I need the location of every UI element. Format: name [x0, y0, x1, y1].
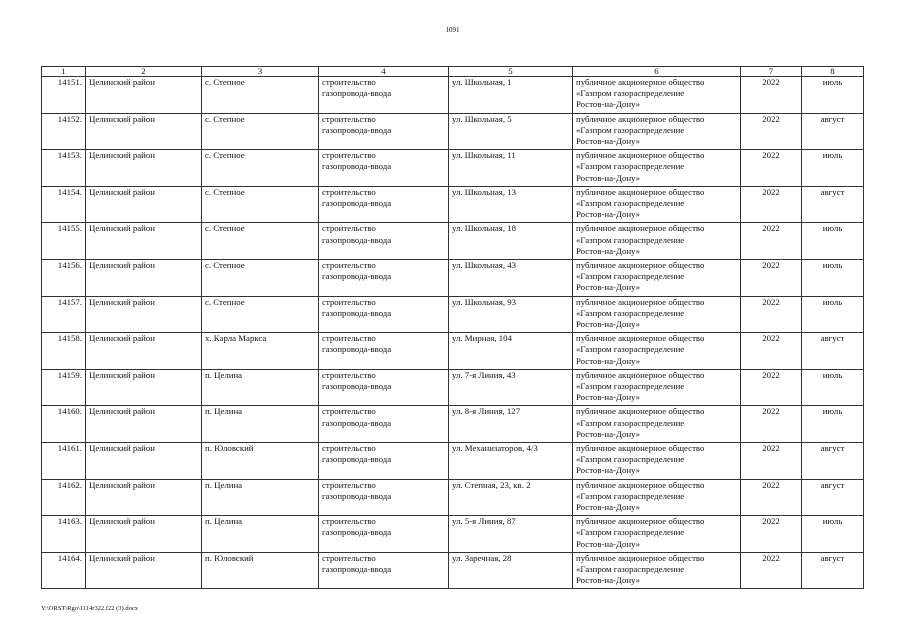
cell-line: газопровода-ввода [322, 197, 392, 208]
cell-line: строительство [322, 113, 376, 124]
address-cell: ул. Мирная, 104 [449, 333, 573, 370]
cell-line: газопровода-ввода [322, 307, 392, 318]
table-body [42, 77, 864, 589]
address-cell: ул. Школьная, 13 [449, 186, 573, 223]
district-cell: Целинский район [86, 150, 202, 187]
cell-line: строительство [322, 296, 376, 307]
row-number: 14164. [42, 552, 86, 589]
work-type-cell [319, 479, 449, 516]
cell-line: публичное акционерное общество [576, 442, 705, 453]
table-row [42, 77, 864, 114]
cell-line: строительство [322, 333, 376, 344]
footer-file-path: Y:\ORST\Rgo\1114r322.f22 (3).docx [41, 605, 138, 612]
district-cell: Целинский район [86, 77, 202, 114]
locality-cell: п. Целина [202, 369, 319, 406]
month-cell: август [802, 186, 864, 223]
month-cell: август [802, 442, 864, 479]
organization-cell [573, 369, 741, 406]
cell-line: «Газпром газораспределение [576, 88, 685, 99]
cell-line: публичное акционерное общество [576, 186, 705, 197]
cell-line: Ростов-на-Дону» [576, 355, 641, 366]
locality-cell: с. Степное [202, 150, 319, 187]
organization-cell [573, 113, 741, 150]
cell-line: Ростов-на-Дону» [576, 538, 641, 549]
table-header [42, 67, 864, 77]
cell-line: газопровода-ввода [322, 344, 392, 355]
locality-cell: п. Целина [202, 516, 319, 553]
table-row [42, 296, 864, 333]
cell-line: «Газпром газораспределение [576, 124, 685, 135]
month-cell: август [802, 552, 864, 589]
address-cell: ул. Школьная, 11 [449, 150, 573, 187]
locality-cell: п. Целина [202, 406, 319, 443]
month-cell: июль [802, 77, 864, 114]
work-type-cell [319, 113, 449, 150]
cell-line: «Газпром газораспределение [576, 271, 685, 282]
year-cell: 2022 [741, 442, 802, 479]
row-number: 14158. [42, 333, 86, 370]
year-cell: 2022 [741, 77, 802, 114]
document-table [41, 66, 864, 589]
cell-line: строительство [322, 150, 376, 161]
organization-cell [573, 479, 741, 516]
organization-cell [573, 223, 741, 260]
organization-cell [573, 150, 741, 187]
table-row [42, 442, 864, 479]
row-number: 14163. [42, 516, 86, 553]
locality-cell: п. Целина [202, 479, 319, 516]
district-cell: Целинский район [86, 516, 202, 553]
cell-line: Ростов-на-Дону» [576, 392, 641, 403]
month-cell: июль [802, 223, 864, 260]
organization-cell [573, 77, 741, 114]
table-row [42, 186, 864, 223]
address-cell: ул. 7-я Линия, 43 [449, 369, 573, 406]
locality-cell: с. Степное [202, 186, 319, 223]
table-row [42, 333, 864, 370]
year-cell: 2022 [741, 150, 802, 187]
cell-line: строительство [322, 77, 376, 87]
table-row [42, 259, 864, 296]
table-row [42, 369, 864, 406]
header-cell: 1 [42, 67, 86, 77]
month-cell: июль [802, 369, 864, 406]
cell-line: газопровода-ввода [322, 380, 392, 391]
work-type-cell [319, 552, 449, 589]
district-cell: Целинский район [86, 369, 202, 406]
cell-line: Ростов-на-Дону» [576, 501, 641, 512]
cell-line: «Газпром газораспределение [576, 197, 685, 208]
cell-line: публичное акционерное общество [576, 369, 705, 380]
district-cell: Целинский район [86, 479, 202, 516]
locality-cell: с. Степное [202, 296, 319, 333]
district-cell: Целинский район [86, 186, 202, 223]
table-row [42, 516, 864, 553]
cell-line: публичное акционерное общество [576, 113, 705, 124]
locality-cell: х. Карла Маркса [202, 333, 319, 370]
district-cell: Целинский район [86, 552, 202, 589]
district-cell: Целинский район [86, 406, 202, 443]
cell-line: Ростов-на-Дону» [576, 209, 641, 220]
cell-line: строительство [322, 442, 376, 453]
work-type-cell [319, 77, 449, 114]
address-cell: ул. Школьная, 18 [449, 223, 573, 260]
table-row [42, 552, 864, 589]
cell-line: газопровода-ввода [322, 161, 392, 172]
cell-line: «Газпром газораспределение [576, 454, 685, 465]
address-cell: ул. 8-я Линия, 127 [449, 406, 573, 443]
cell-line: публичное акционерное общество [576, 296, 705, 307]
work-type-cell [319, 333, 449, 370]
year-cell: 2022 [741, 406, 802, 443]
header-cell: 8 [802, 67, 864, 77]
cell-line: «Газпром газораспределение [576, 344, 685, 355]
district-cell: Целинский район [86, 113, 202, 150]
cell-line: строительство [322, 516, 376, 527]
cell-line: «Газпром газораспределение [576, 490, 685, 501]
cell-line: публичное акционерное общество [576, 77, 705, 87]
cell-line: газопровода-ввода [322, 454, 392, 465]
organization-cell [573, 442, 741, 479]
organization-cell [573, 259, 741, 296]
cell-line: Ростов-на-Дону» [576, 99, 641, 110]
cell-line: газопровода-ввода [322, 124, 392, 135]
cell-line: Ростов-на-Дону» [576, 465, 641, 476]
row-number: 14155. [42, 223, 86, 260]
district-cell: Целинский район [86, 259, 202, 296]
table-row [42, 113, 864, 150]
cell-line: публичное акционерное общество [576, 333, 705, 344]
district-cell: Целинский район [86, 223, 202, 260]
district-cell: Целинский район [86, 442, 202, 479]
cell-line: строительство [322, 369, 376, 380]
locality-cell: с. Степное [202, 77, 319, 114]
row-number: 14161. [42, 442, 86, 479]
district-cell: Целинский район [86, 296, 202, 333]
year-cell: 2022 [741, 259, 802, 296]
cell-line: газопровода-ввода [322, 563, 392, 574]
address-cell: ул. Механизаторов, 4/3 [449, 442, 573, 479]
locality-cell: с. Степное [202, 113, 319, 150]
work-type-cell [319, 442, 449, 479]
row-number: 14159. [42, 369, 86, 406]
cell-line: «Газпром газораспределение [576, 307, 685, 318]
address-cell: ул. Степная, 23, кв. 2 [449, 479, 573, 516]
organization-cell [573, 552, 741, 589]
year-cell: 2022 [741, 113, 802, 150]
header-cell: 2 [86, 67, 202, 77]
work-type-cell [319, 223, 449, 260]
year-cell: 2022 [741, 223, 802, 260]
table-row [42, 150, 864, 187]
header-cell: 5 [449, 67, 573, 77]
month-cell: август [802, 479, 864, 516]
cell-line: газопровода-ввода [322, 527, 392, 538]
organization-cell [573, 406, 741, 443]
work-type-cell [319, 296, 449, 333]
row-number: 14160. [42, 406, 86, 443]
work-type-cell [319, 369, 449, 406]
cell-line: Ростов-на-Дону» [576, 318, 641, 329]
address-cell: ул. Школьная, 1 [449, 77, 573, 114]
organization-cell [573, 296, 741, 333]
cell-line: газопровода-ввода [322, 234, 392, 245]
year-cell: 2022 [741, 516, 802, 553]
cell-line: строительство [322, 259, 376, 270]
cell-line: Ростов-на-Дону» [576, 245, 641, 256]
header-cell: 4 [319, 67, 449, 77]
header-cell: 6 [573, 67, 741, 77]
locality-cell: п. Юловский [202, 552, 319, 589]
page-number: 1091 [445, 26, 460, 34]
cell-line: публичное акционерное общество [576, 552, 705, 563]
cell-line: газопровода-ввода [322, 271, 392, 282]
cell-line: публичное акционерное общество [576, 479, 705, 490]
organization-cell [573, 186, 741, 223]
month-cell: август [802, 333, 864, 370]
year-cell: 2022 [741, 333, 802, 370]
cell-line: строительство [322, 186, 376, 197]
locality-cell: п. Юловский [202, 442, 319, 479]
address-cell: ул. Школьная, 93 [449, 296, 573, 333]
table-row [42, 406, 864, 443]
address-cell: ул. Заречная, 28 [449, 552, 573, 589]
year-cell: 2022 [741, 552, 802, 589]
cell-line: газопровода-ввода [322, 417, 392, 428]
cell-line: Ростов-на-Дону» [576, 428, 641, 439]
cell-line: Ростов-на-Дону» [576, 575, 641, 586]
cell-line: Ростов-на-Дону» [576, 282, 641, 293]
work-type-cell [319, 516, 449, 553]
header-cell: 7 [741, 67, 802, 77]
locality-cell: с. Степное [202, 259, 319, 296]
address-cell: ул. 5-я Линия, 87 [449, 516, 573, 553]
cell-line: «Газпром газораспределение [576, 380, 685, 391]
year-cell: 2022 [741, 186, 802, 223]
organization-cell [573, 516, 741, 553]
cell-line: «Газпром газораспределение [576, 417, 685, 428]
cell-line: публичное акционерное общество [576, 406, 705, 417]
row-number: 14151. [42, 77, 86, 114]
year-cell: 2022 [741, 296, 802, 333]
cell-line: публичное акционерное общество [576, 150, 705, 161]
cell-line: газопровода-ввода [322, 88, 392, 99]
district-cell: Целинский район [86, 333, 202, 370]
organization-cell [573, 333, 741, 370]
locality-cell: с. Степное [202, 223, 319, 260]
cell-line: Ростов-на-Дону» [576, 136, 641, 146]
row-number: 14156. [42, 259, 86, 296]
cell-line: строительство [322, 223, 376, 234]
cell-line: строительство [322, 552, 376, 563]
cell-line: «Газпром газораспределение [576, 161, 685, 172]
cell-line: строительство [322, 479, 376, 490]
month-cell: август [802, 113, 864, 150]
cell-line: Ростов-на-Дону» [576, 172, 641, 183]
cell-line: «Газпром газораспределение [576, 563, 685, 574]
cell-line: «Газпром газораспределение [576, 234, 685, 245]
month-cell: июль [802, 150, 864, 187]
row-number: 14157. [42, 296, 86, 333]
header-row [42, 67, 864, 77]
header-cell: 3 [202, 67, 319, 77]
cell-line: «Газпром газораспределение [576, 527, 685, 538]
address-cell: ул. Школьная, 5 [449, 113, 573, 150]
year-cell: 2022 [741, 369, 802, 406]
work-type-cell [319, 186, 449, 223]
work-type-cell [319, 259, 449, 296]
row-number: 14153. [42, 150, 86, 187]
table-row [42, 479, 864, 516]
cell-line: публичное акционерное общество [576, 259, 705, 270]
row-number: 14152. [42, 113, 86, 150]
table-row [42, 223, 864, 260]
cell-line: строительство [322, 406, 376, 417]
row-number: 14162. [42, 479, 86, 516]
row-number: 14154. [42, 186, 86, 223]
work-type-cell [319, 406, 449, 443]
year-cell: 2022 [741, 479, 802, 516]
month-cell: июль [802, 406, 864, 443]
cell-line: газопровода-ввода [322, 490, 392, 501]
cell-line: публичное акционерное общество [576, 223, 705, 234]
work-type-cell [319, 150, 449, 187]
cell-line: публичное акционерное общество [576, 516, 705, 527]
month-cell: июль [802, 516, 864, 553]
month-cell: июль [802, 259, 864, 296]
address-cell: ул. Школьная, 43 [449, 259, 573, 296]
month-cell: июль [802, 296, 864, 333]
